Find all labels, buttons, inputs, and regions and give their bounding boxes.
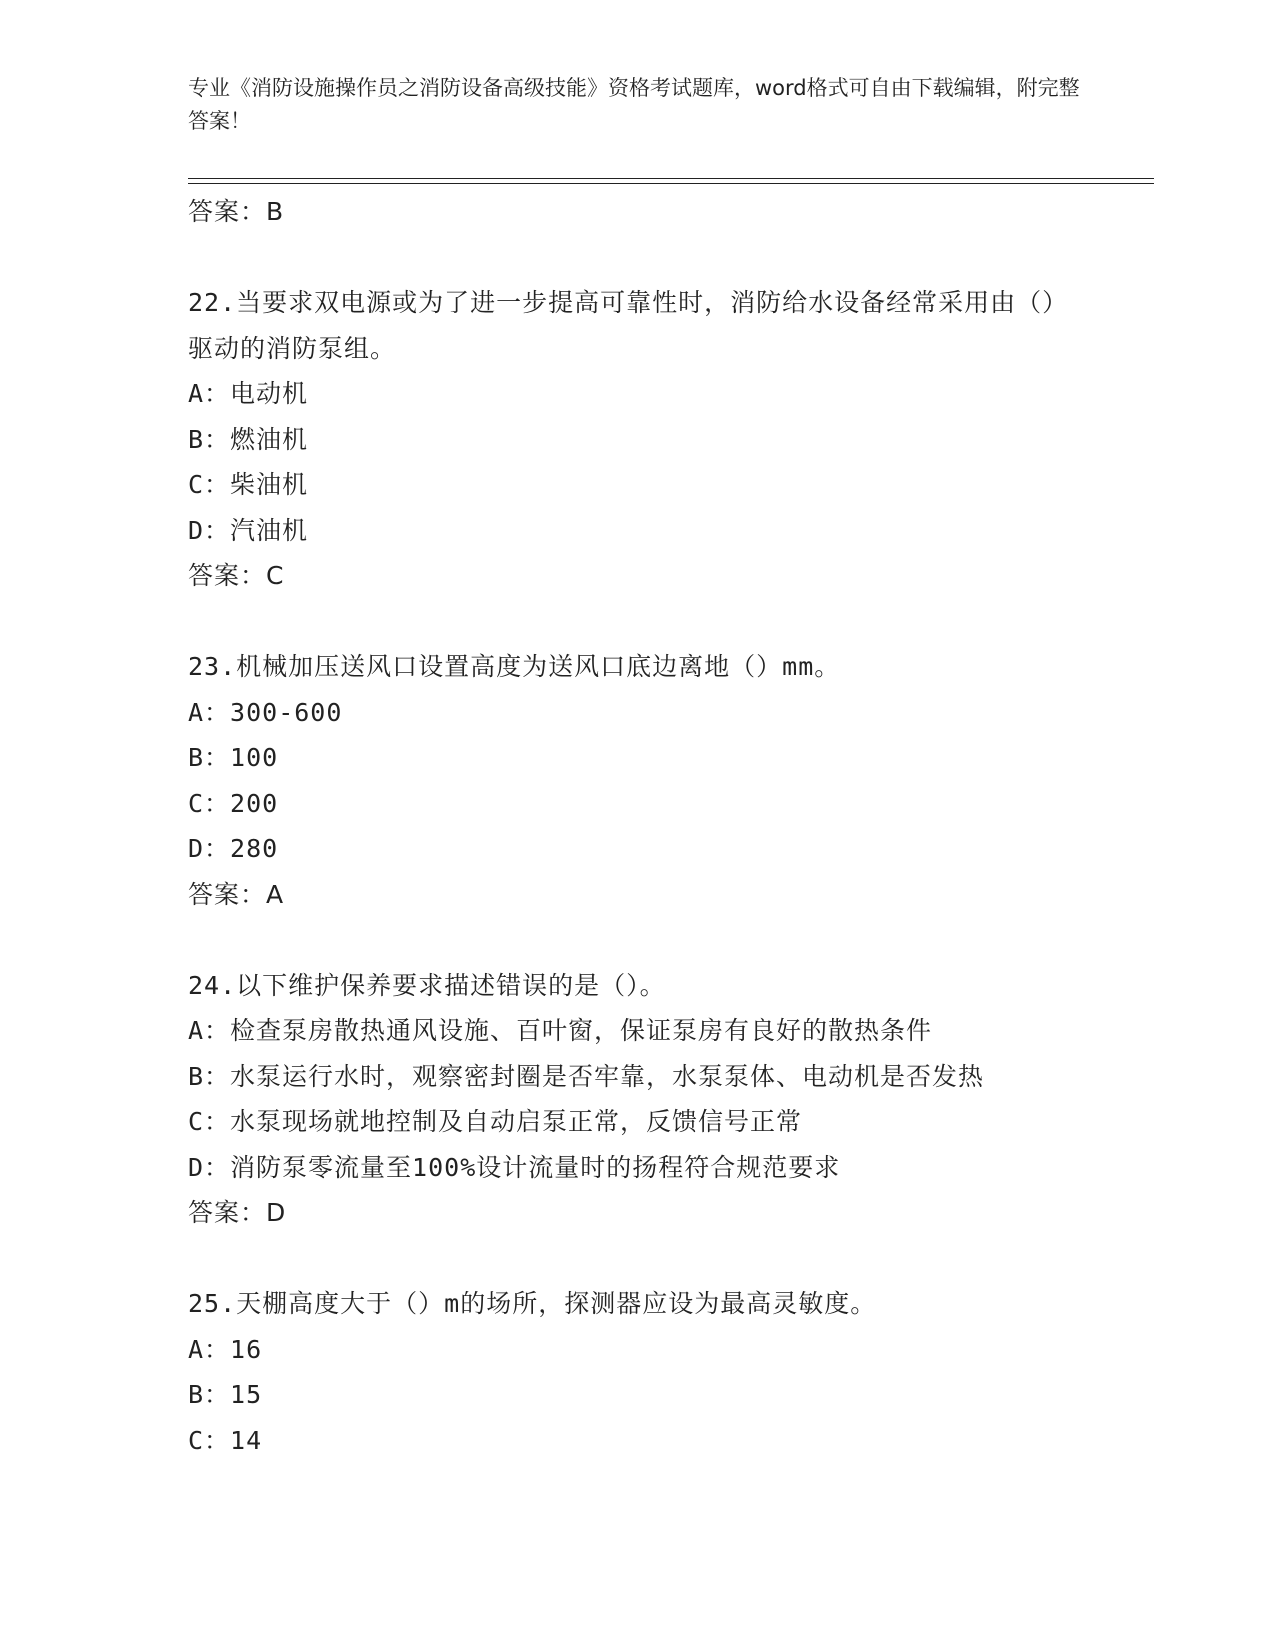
header-divider-bottom [188, 183, 1154, 184]
option-b: B：100 [188, 743, 279, 772]
option-c: C：200 [188, 788, 279, 818]
spacer [188, 1236, 1168, 1282]
question-stem: 23.机械加压送风口设置高度为送风口底边离地（）mm。 [188, 652, 841, 681]
previous-answer: 答案：B [188, 197, 285, 226]
question-22 [188, 280, 1168, 599]
spacer [188, 235, 1168, 281]
option-d: D：汽油机 [188, 515, 309, 545]
option-a: A：检查泵房散热通风设施、百叶窗，保证泵房有良好的散热条件 [188, 1016, 933, 1045]
answer: 答案：C [188, 561, 285, 590]
option-d: D：280 [188, 834, 279, 863]
answer: 答案：D [188, 1198, 287, 1227]
question-stem: 22.当要求双电源或为了进一步提高可靠性时，消防给水设备经常采用由（）驱动的消防泵组。 [188, 288, 1069, 363]
question-23 [188, 644, 1168, 917]
document-header: 专业《消防设施操作员之消防设备高级技能》资格考试题库，word格式可自由下载编辑，附完整答案！ [188, 76, 1080, 133]
question-stem: 24.以下维护保养要求描述错误的是（）。 [188, 970, 666, 1000]
option-a: A：电动机 [188, 379, 309, 408]
answer: 答案：A [188, 879, 285, 909]
header-divider-top [188, 178, 1154, 179]
spacer [188, 599, 1168, 645]
option-b: B：水泵运行水时，观察密封圈是否牢靠，水泵泵体、电动机是否发热 [188, 1061, 985, 1091]
question-25 [188, 1281, 1168, 1463]
question-list [188, 189, 1168, 1463]
spacer [188, 917, 1168, 963]
option-a: A：300-600 [188, 697, 343, 727]
question-24 [188, 963, 1168, 1236]
option-b: B：15 [188, 1380, 263, 1409]
option-a: A：16 [188, 1334, 263, 1364]
option-b: B：燃油机 [188, 424, 309, 454]
question-stem: 25.天棚高度大于（）m的场所，探测器应设为最高灵敏度。 [188, 1289, 877, 1318]
option-d: D：消防泵零流量至100%设计流量时的扬程符合规范要求 [188, 1152, 841, 1182]
option-c: C：柴油机 [188, 470, 309, 499]
option-c: C：水泵现场就地控制及自动启泵正常，反馈信号正常 [188, 1107, 803, 1136]
option-c: C：14 [188, 1425, 263, 1455]
